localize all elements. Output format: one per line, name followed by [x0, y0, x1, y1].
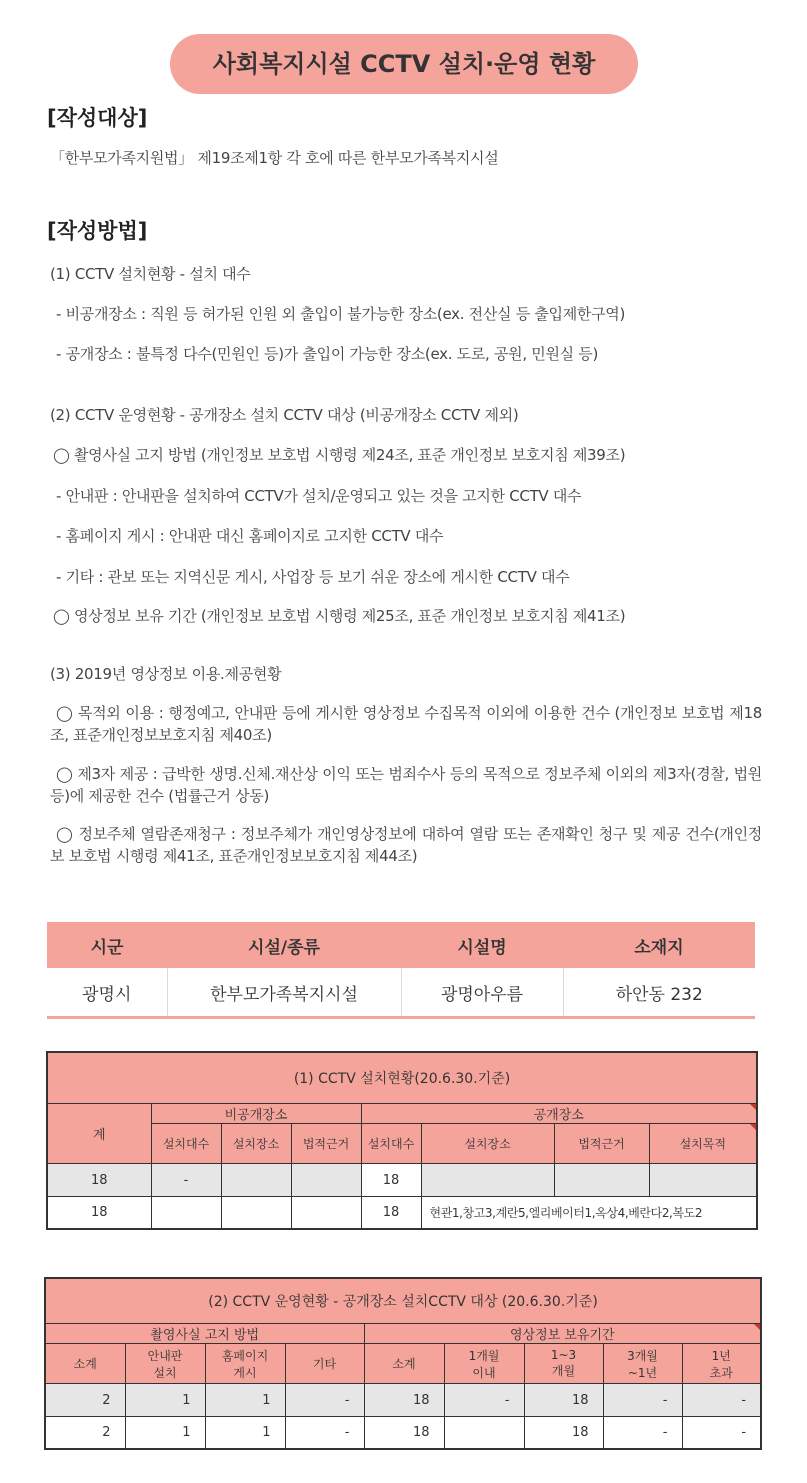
facility-header-address: 소재지 — [563, 922, 755, 968]
page-title: 사회복지시설 CCTV 설치·운영 현황 — [170, 34, 638, 94]
operation-cell: 1 — [125, 1384, 205, 1417]
install-cell — [554, 1164, 649, 1197]
install-cell — [151, 1197, 221, 1229]
facility-city: 광명시 — [47, 968, 167, 1018]
target-heading: [작성대상] — [47, 106, 148, 130]
table-row — [47, 1197, 757, 1229]
operation-cell: 2 — [45, 1417, 125, 1449]
operation-cell: 2 — [45, 1384, 125, 1417]
col-label: 홈페이지 게시 — [221, 1348, 269, 1380]
operation-cell: 1 — [205, 1384, 285, 1417]
operation-col-1-3m — [524, 1344, 603, 1384]
col-label: 3개월 ~1년 — [627, 1348, 658, 1380]
install-cell: 18 — [361, 1197, 421, 1229]
col-label: 1~3 개월 — [550, 1348, 577, 1378]
operation-col-3m-1y — [603, 1344, 682, 1384]
install-cell: 18 — [47, 1164, 151, 1197]
table-row — [45, 1417, 761, 1449]
col-label: 소계 — [73, 1357, 97, 1371]
install-cell — [221, 1197, 291, 1229]
install-cell — [649, 1164, 757, 1197]
operation-cell: 18 — [524, 1384, 603, 1417]
operation-col-etc — [285, 1344, 364, 1384]
install-header-private: 비공개장소 — [151, 1104, 361, 1124]
install-col-private-place: 설치장소 — [221, 1124, 291, 1164]
operation-cell: 1 — [205, 1417, 285, 1449]
method-item-2c: - 홈페이지 게시 : 안내판 대신 홈페이지로 고지한 CCTV 대수 — [56, 527, 444, 545]
method-item-3b: ◯ 제3자 제공 : 급박한 생명.신체.재산상 이익 또는 범죄수사 등의 목적으로 정보주체 이외의 제3자(경찰, 법원 등)에 제공한 건수 (법률근거 상동) — [50, 765, 762, 805]
operation-col-homepage — [205, 1344, 285, 1384]
operation-cell: - — [682, 1384, 761, 1417]
install-col-public-place: 설치장소 — [421, 1124, 554, 1164]
operation-cell: 1 — [125, 1417, 205, 1449]
table-row — [47, 1164, 757, 1197]
install-cell: 18 — [47, 1197, 151, 1229]
install-cell: 18 — [361, 1164, 421, 1197]
operation-header-retention: 영상정보 보유기간 — [364, 1324, 761, 1344]
col-label: 안내판 설치 — [147, 1348, 183, 1380]
facility-name: 광명아우름 — [401, 968, 563, 1018]
facility-type: 한부모가족복지시설 — [167, 968, 401, 1018]
col-label: 1개월 이내 — [468, 1348, 500, 1380]
method-item-2e: ◯ 영상정보 보유 기간 (개인정보 보호법 시행령 제25조, 표준 개인정보 보호지침 제41조) — [53, 607, 626, 625]
method-item-2a: ◯ 촬영사실 고지 방법 (개인정보 보호법 시행령 제24조, 표준 개인정보 보호지침 제39조) — [53, 446, 626, 464]
method-heading: [작성방법] — [47, 219, 148, 243]
method-item-1b: - 공개장소 : 불특정 다수(민원인 등)가 출입이 가능한 장소(ex. 도로, 공원, 민원실 등) — [56, 345, 599, 363]
install-cell: - — [151, 1164, 221, 1197]
operation-cell: - — [603, 1384, 682, 1417]
col-label: 1년 초과 — [709, 1348, 733, 1380]
operation-cell: - — [285, 1384, 364, 1417]
install-cell — [291, 1197, 361, 1229]
install-caption: (1) CCTV 설치현황(20.6.30.기준) — [47, 1052, 757, 1104]
operation-caption: (2) CCTV 운영현황 - 공개장소 설치CCTV 대상 (20.6.30.기준) — [45, 1278, 761, 1324]
method-item-1: (1) CCTV 설치현황 - 설치 대수 — [50, 265, 251, 283]
table-row — [45, 1384, 761, 1417]
method-item-3c: ◯ 정보주체 열람존재청구 : 정보주체가 개인영상정보에 대하여 열람 또는 존재확인 청구 및 제공 건수(개인정보 보호법 시행령 제41조, 표준개인정보보호지침 제44조) — [50, 825, 762, 865]
operation-col-1m — [444, 1344, 524, 1384]
operation-cell — [444, 1417, 524, 1449]
facility-address: 하안동 232 — [563, 968, 755, 1018]
install-col-private-law: 법적근거 — [291, 1124, 361, 1164]
install-cell — [291, 1164, 361, 1197]
operation-cell: 18 — [364, 1384, 444, 1417]
target-text: 「한부모가족지원법」 제19조제1항 각 호에 따른 한부모가족복지시설 — [50, 149, 499, 167]
operation-table — [44, 1277, 762, 1450]
operation-cell: 18 — [524, 1417, 603, 1449]
install-table — [46, 1051, 758, 1230]
col-label: 소계 — [392, 1357, 416, 1371]
install-cell — [421, 1164, 554, 1197]
operation-col-over-1y — [682, 1344, 761, 1384]
method-item-2: (2) CCTV 운영현황 - 공개장소 설치 CCTV 대상 (비공개장소 CCTV 제외) — [50, 406, 519, 424]
operation-cell: - — [682, 1417, 761, 1449]
operation-cell: - — [603, 1417, 682, 1449]
facility-header-city: 시군 — [47, 922, 167, 968]
operation-cell: - — [285, 1417, 364, 1449]
facility-header-name: 시설명 — [401, 922, 563, 968]
method-item-3: (3) 2019년 영상정보 이용.제공현황 — [50, 665, 282, 683]
install-header-public: 공개장소 — [361, 1104, 757, 1124]
operation-col-subtotal — [45, 1344, 125, 1384]
method-item-2b: - 안내판 : 안내판을 설치하여 CCTV가 설치/운영되고 있는 것을 고지한 CCTV 대수 — [56, 487, 582, 505]
install-col-private-count: 설치대수 — [151, 1124, 221, 1164]
facility-header-type: 시설/종류 — [167, 922, 401, 968]
method-item-2d: - 기타 : 관보 또는 지역신문 게시, 사업장 등 보기 쉬운 장소에 게시한 CCTV 대수 — [56, 568, 570, 586]
install-location: 현관1,창고3,계란5,엘리베이터1,옥상4,베란다2,복도2 — [421, 1197, 757, 1229]
facility-table — [47, 922, 755, 1019]
method-item-3a: ◯ 목적외 이용 : 행정예고, 안내판 등에 게시한 영상정보 수집목적 이외에 이용한 건수 (개인정보 보호법 제18조, 표준개인정보보호지침 제40조) — [50, 704, 762, 744]
method-item-1a: - 비공개장소 : 직원 등 허가된 인원 외 출입이 불가능한 장소(ex. 전산실 등 출입제한구역) — [56, 305, 626, 323]
operation-cell: - — [444, 1384, 524, 1417]
install-col-public-law: 법적근거 — [554, 1124, 649, 1164]
operation-col-subtotal-2 — [364, 1344, 444, 1384]
install-col-public-purpose: 설치목적 — [649, 1124, 757, 1164]
install-col-public-count: 설치대수 — [361, 1124, 421, 1164]
col-label: 기타 — [312, 1357, 337, 1371]
install-header-total: 계 — [47, 1104, 151, 1164]
install-cell — [221, 1164, 291, 1197]
operation-cell: 18 — [364, 1417, 444, 1449]
operation-header-notice: 촬영사실 고지 방법 — [45, 1324, 364, 1344]
operation-col-board — [125, 1344, 205, 1384]
